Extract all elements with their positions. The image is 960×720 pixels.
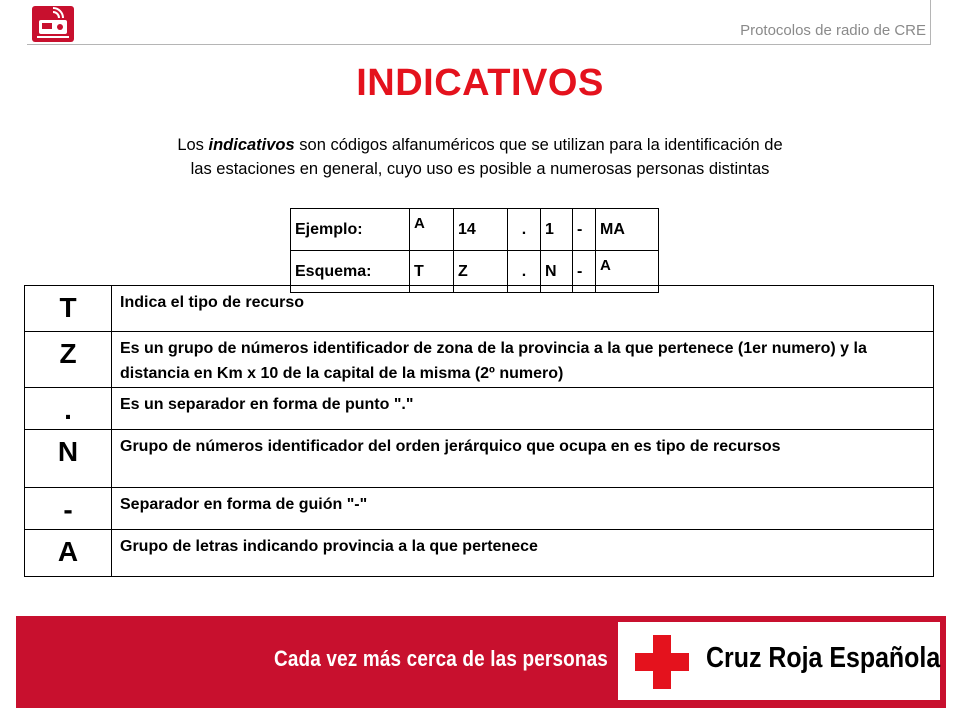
legend-description: Es un grupo de números identificador de zona de la provincia a la que pertenece (1er numero) y la distancia en Km x 10 de la capital de la misma (2º numero): [112, 332, 934, 388]
intro-line1-emphasis: indicativos: [208, 136, 295, 154]
header-side-divider: [930, 0, 931, 44]
brand-name: Cruz Roja Española: [706, 642, 941, 674]
header-subtitle: Protocolos de radio de CRE: [740, 22, 926, 39]
table-row: [25, 488, 934, 530]
footer-banner: [16, 616, 946, 708]
radio-logo-icon: [31, 4, 75, 44]
example-cell: 14: [454, 209, 508, 251]
scheme-cell: Z: [454, 251, 508, 293]
intro-line1-pre: Los: [177, 136, 209, 154]
example-cell: -: [573, 209, 596, 251]
legend-description: Indica el tipo de recurso: [112, 286, 934, 332]
example-label: Ejemplo:: [291, 209, 410, 251]
footer-slogan: Cada vez más cerca de las personas: [274, 646, 608, 671]
table-row: [25, 286, 934, 332]
example-table: [290, 208, 659, 293]
legend-table: [24, 285, 934, 577]
table-row: [25, 530, 934, 577]
example-cell: .: [508, 209, 541, 251]
scheme-cell: .: [508, 251, 541, 293]
example-cell: MA: [596, 209, 659, 251]
example-cell: A: [410, 209, 454, 251]
intro-line2: las estaciones en general, cuyo uso es posible a numerosas personas distintas: [190, 160, 770, 178]
legend-description: Grupo de números identificador del orden jerárquico que ocupa en es tipo de recursos: [112, 430, 934, 488]
scheme-cell: A: [596, 251, 659, 293]
brand-logo-box: [618, 622, 940, 700]
scheme-cell: -: [573, 251, 596, 293]
intro-paragraph: [60, 133, 900, 181]
legend-symbol: .: [25, 388, 112, 430]
example-cell: 1: [541, 209, 573, 251]
legend-symbol: Z: [25, 332, 112, 388]
header-divider: [27, 44, 931, 45]
red-cross-icon: [632, 632, 692, 692]
scheme-label: Esquema:: [291, 251, 410, 293]
legend-description: Es un separador en forma de punto ".": [112, 388, 934, 430]
scheme-cell: T: [410, 251, 454, 293]
table-row: [25, 388, 934, 430]
legend-symbol: -: [25, 488, 112, 530]
legend-description: Separador en forma de guión "-": [112, 488, 934, 530]
legend-description: Grupo de letras indicando provincia a la que pertenece: [112, 530, 934, 577]
scheme-cell: N: [541, 251, 573, 293]
table-row: [291, 209, 659, 251]
intro-line1-post: son códigos alfanuméricos que se utilizan para la identificación de: [294, 136, 783, 154]
page-title: INDICATIVOS: [356, 62, 604, 104]
legend-symbol: N: [25, 430, 112, 488]
table-row: [25, 332, 934, 388]
legend-symbol: T: [25, 286, 112, 332]
table-row: [25, 430, 934, 488]
legend-symbol: A: [25, 530, 112, 577]
